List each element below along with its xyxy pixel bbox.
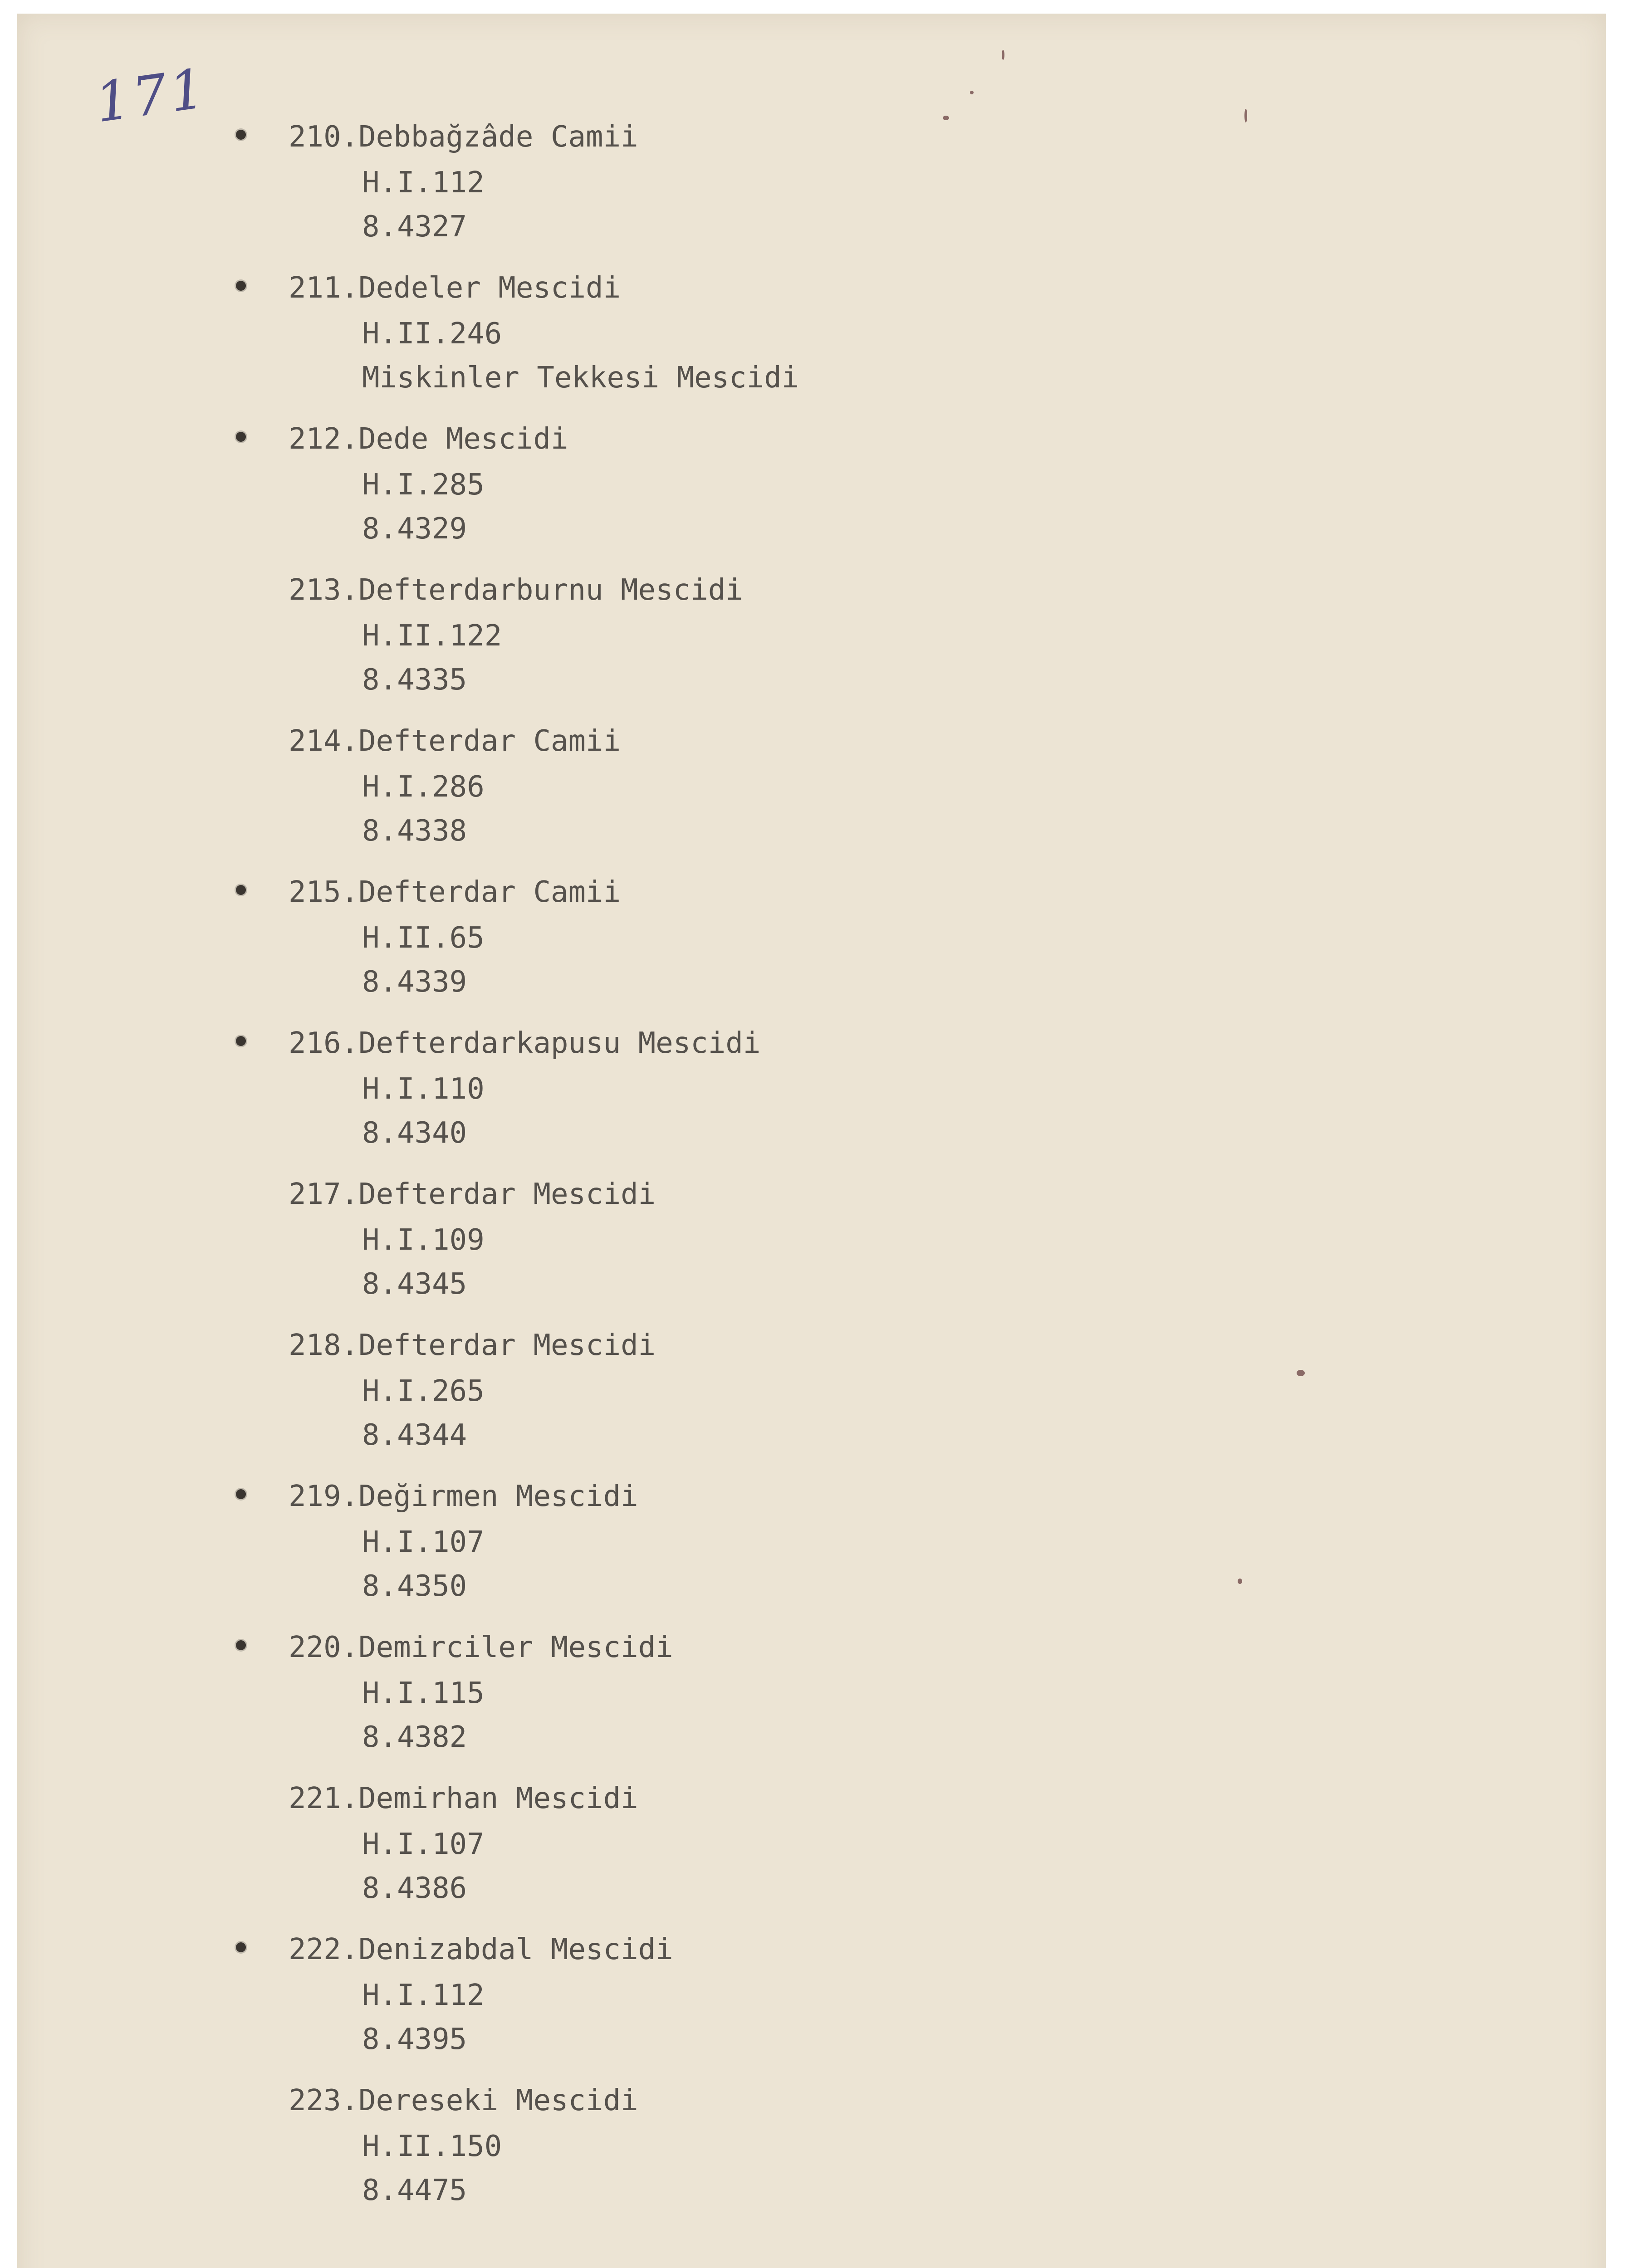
entry-reference: H.I.110 [362, 1072, 485, 1106]
entry-detail: 8.4345 [362, 1267, 467, 1301]
entry-reference: H.I.112 [362, 166, 485, 200]
entry-reference: H.I.115 [362, 1677, 485, 1710]
entry-title: 216.Defterdarkapusu Mescidi [289, 1026, 761, 1060]
entry-detail: 8.4327 [362, 210, 467, 244]
bullet-mark-icon [236, 885, 246, 895]
bullet-mark-icon [236, 1036, 246, 1046]
entry-title: 212.Dede Mescidi [289, 422, 568, 456]
bullet-mark-icon [236, 1942, 246, 1952]
entry-detail: 8.4335 [362, 663, 467, 697]
entry-detail: 8.4338 [362, 814, 467, 848]
entry-detail: 8.4329 [362, 512, 467, 546]
entry-title: 214.Defterdar Camii [289, 724, 621, 758]
entry-detail: 8.4395 [362, 2023, 467, 2056]
entry-title: 210.Debbağzâde Camii [289, 120, 638, 154]
bullet-mark-icon [236, 432, 246, 442]
entry-title: 217.Defterdar Mescidi [289, 1178, 656, 1211]
entry-reference: H.I.286 [362, 770, 485, 804]
entry-detail: 8.4350 [362, 1569, 467, 1603]
entry-title: 213.Defterdarburnu Mescidi [289, 573, 743, 607]
entry-reference: H.I.109 [362, 1223, 485, 1257]
entry-reference: H.I.265 [362, 1374, 485, 1408]
entry-title: 219.Değirmen Mescidi [289, 1480, 638, 1513]
entry-title: 218.Defterdar Mescidi [289, 1329, 656, 1362]
entry-reference: H.II.122 [362, 619, 502, 653]
entry-reference: H.II.150 [362, 2130, 502, 2163]
document-page [17, 14, 1606, 2268]
entry-title: 222.Denizabdal Mescidi [289, 1933, 673, 1966]
entry-reference: H.I.112 [362, 1979, 485, 2012]
bullet-mark-icon [236, 1489, 246, 1499]
entry-title: 215.Defterdar Camii [289, 875, 621, 909]
entry-reference: H.I.285 [362, 468, 485, 502]
entry-detail: 8.4386 [362, 1872, 467, 1905]
entry-title: 221.Demirhan Mescidi [289, 1782, 638, 1815]
entry-detail: 8.4344 [362, 1418, 467, 1452]
bullet-mark-icon [236, 281, 246, 291]
entry-reference: H.I.107 [362, 1828, 485, 1861]
entry-title: 223.Dereseki Mescidi [289, 2084, 638, 2117]
entry-reference: H.II.65 [362, 921, 485, 955]
entry-detail: 8.4340 [362, 1116, 467, 1150]
entry-title: 211.Dedeler Mescidi [289, 271, 621, 305]
entry-reference: H.II.246 [362, 317, 502, 351]
entry-reference: H.I.107 [362, 1525, 485, 1559]
entry-list [17, 14, 1606, 2268]
handwritten-page-number: 171 [91, 57, 211, 135]
entry-detail: 8.4382 [362, 1721, 467, 1754]
entry-title: 220.Demirciler Mescidi [289, 1631, 673, 1664]
entry-detail: Miskinler Tekkesi Mescidi [362, 361, 799, 395]
entry-detail: 8.4475 [362, 2174, 467, 2207]
bullet-mark-icon [236, 130, 246, 140]
entry-detail: 8.4339 [362, 965, 467, 999]
bullet-mark-icon [236, 1640, 246, 1650]
